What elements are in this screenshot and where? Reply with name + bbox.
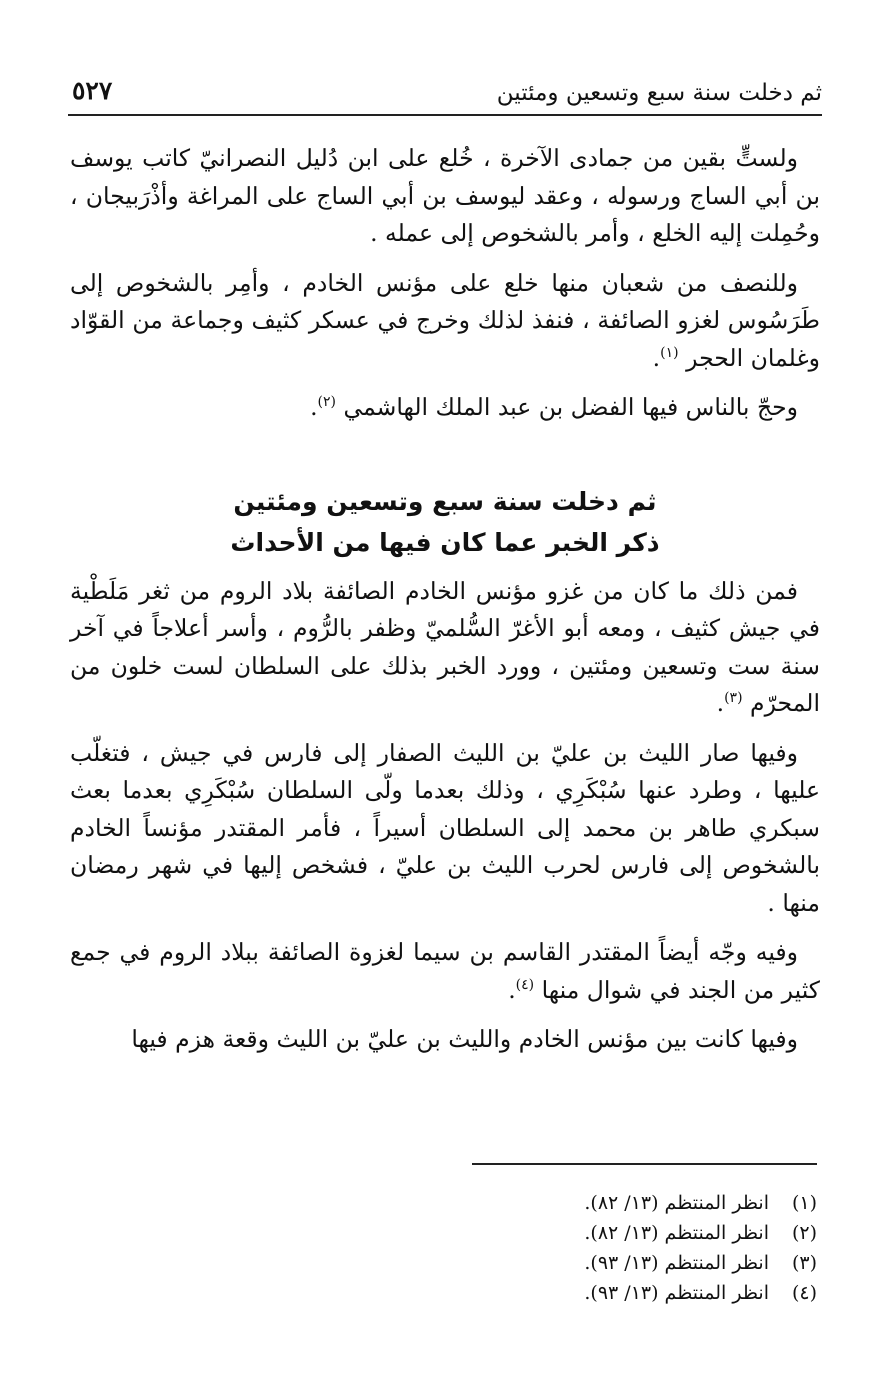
paragraph (70, 140, 820, 253)
footnote-reference[interactable]: (٤) (515, 976, 535, 993)
sentence-end: . (652, 343, 661, 372)
footnote-mark: (٢) (791, 1222, 817, 1244)
footnotes (397, 1188, 817, 1308)
footnote-mark: (٣) (791, 1252, 817, 1274)
section-title: ثم دخلت سنة سبع وتسعين ومئتين (233, 486, 657, 516)
footnote-mark: (١) (791, 1192, 817, 1214)
main-text (70, 140, 820, 1071)
running-title: ثم دخلت سنة سبع وتسعين ومئتين (496, 80, 822, 106)
paragraph-text: ولستٍّ بقين من جمادى الآخرة ، خُلع على ابن دُليل النصرانيّ كاتب يوسف بن أبي الساج ورسوله ، وعقد ليوسف بن أبي الساج على المراغة وأذْرَبيجان ، وحُمِلت إليه الخلع ، وأمر بالشخوص إلى عمله . (70, 144, 820, 247)
sentence-end: . (310, 393, 318, 421)
section-heading (70, 481, 820, 563)
footnote-mark: (٤) (791, 1282, 817, 1304)
paragraph (70, 1021, 820, 1059)
paragraph-text: وفيه وجّه أيضاً المقتدر القاسم بن سيما لغزوة الصائفة ببلاد الروم في جمع كثير من الجند في شوال منها (70, 938, 820, 1004)
footnote-text: انظر المنتظم (١٣/ ٩٣). (584, 1252, 769, 1274)
paragraph-text: وفيها كانت بين مؤنس الخادم والليث بن عليّ بن الليث وقعة هزم فيها (131, 1025, 798, 1053)
paragraph-text: وحجّ بالناس فيها الفضل بن عبد الملك الهاشمي (343, 393, 798, 421)
paragraph (70, 735, 820, 923)
paragraph-text: فمن ذلك ما كان من غزو مؤنس الخادم الصائفة بلاد الروم من ثغر مَلَطْية في جيش كثيف ، ومعه أبو الأغرّ السُّلميّ وظفر بالرُّوم ، وأسر أعلاجاً في آخر سنة ست وتسعين ومئتين ، وورد الخبر بذلك على السلطان لست خلون من المحرّم (70, 576, 820, 717)
paragraph (70, 389, 820, 427)
footnote-reference[interactable]: (٢) (317, 394, 337, 411)
footnote-text: انظر المنتظم (١٣/ ٨٢). (584, 1222, 769, 1244)
section-subtitle: ذكر الخبر عما كان فيها من الأحداث (230, 527, 660, 557)
footnote-item (397, 1278, 817, 1308)
paragraph-text: وفيها صار الليث بن عليّ بن الليث الصفار إلى فارس في جيش ، فتغلّب عليها ، وطرد عنها سُبْكَرِي ، وذلك بعدما ولّى السلطان سُبْكَرِي بعدما بعث سبكري طاهر بن محمد إلى السلطان أسيراً ، فأمر المقتدر مؤنساً الخادم بالشخوص إلى فارس لحرب الليث بن عليّ ، فشخص إليها في شهر رمضان منها . (70, 738, 820, 917)
footnote-text: انظر المنتظم (١٣/ ٨٢). (584, 1192, 769, 1214)
footnote-divider (472, 1163, 817, 1165)
page-header (68, 72, 822, 116)
paragraph (70, 265, 820, 378)
footnote-reference[interactable]: (١) (660, 344, 679, 361)
paragraph (70, 934, 820, 1009)
footnote-item (397, 1248, 817, 1278)
page-number: ٥٢٧ (72, 76, 113, 105)
paragraph (70, 573, 820, 723)
footnote-item (397, 1218, 817, 1248)
sentence-end: . (508, 975, 516, 1004)
footnote-item (397, 1188, 817, 1218)
footnote-text: انظر المنتظم (١٣/ ٩٣). (584, 1282, 769, 1304)
sentence-end: . (716, 689, 725, 717)
paragraph-text: وللنصف من شعبان منها خلع على مؤنس الخادم ، وأمِر بالشخوص إلى طَرَسُوس لغزو الصائفة ، فنفذ لذلك وخرج في عسكر كثيف وجماعة من القوّاد وغلمان الحجر (70, 268, 820, 372)
footnote-reference[interactable]: (٣) (724, 690, 743, 707)
